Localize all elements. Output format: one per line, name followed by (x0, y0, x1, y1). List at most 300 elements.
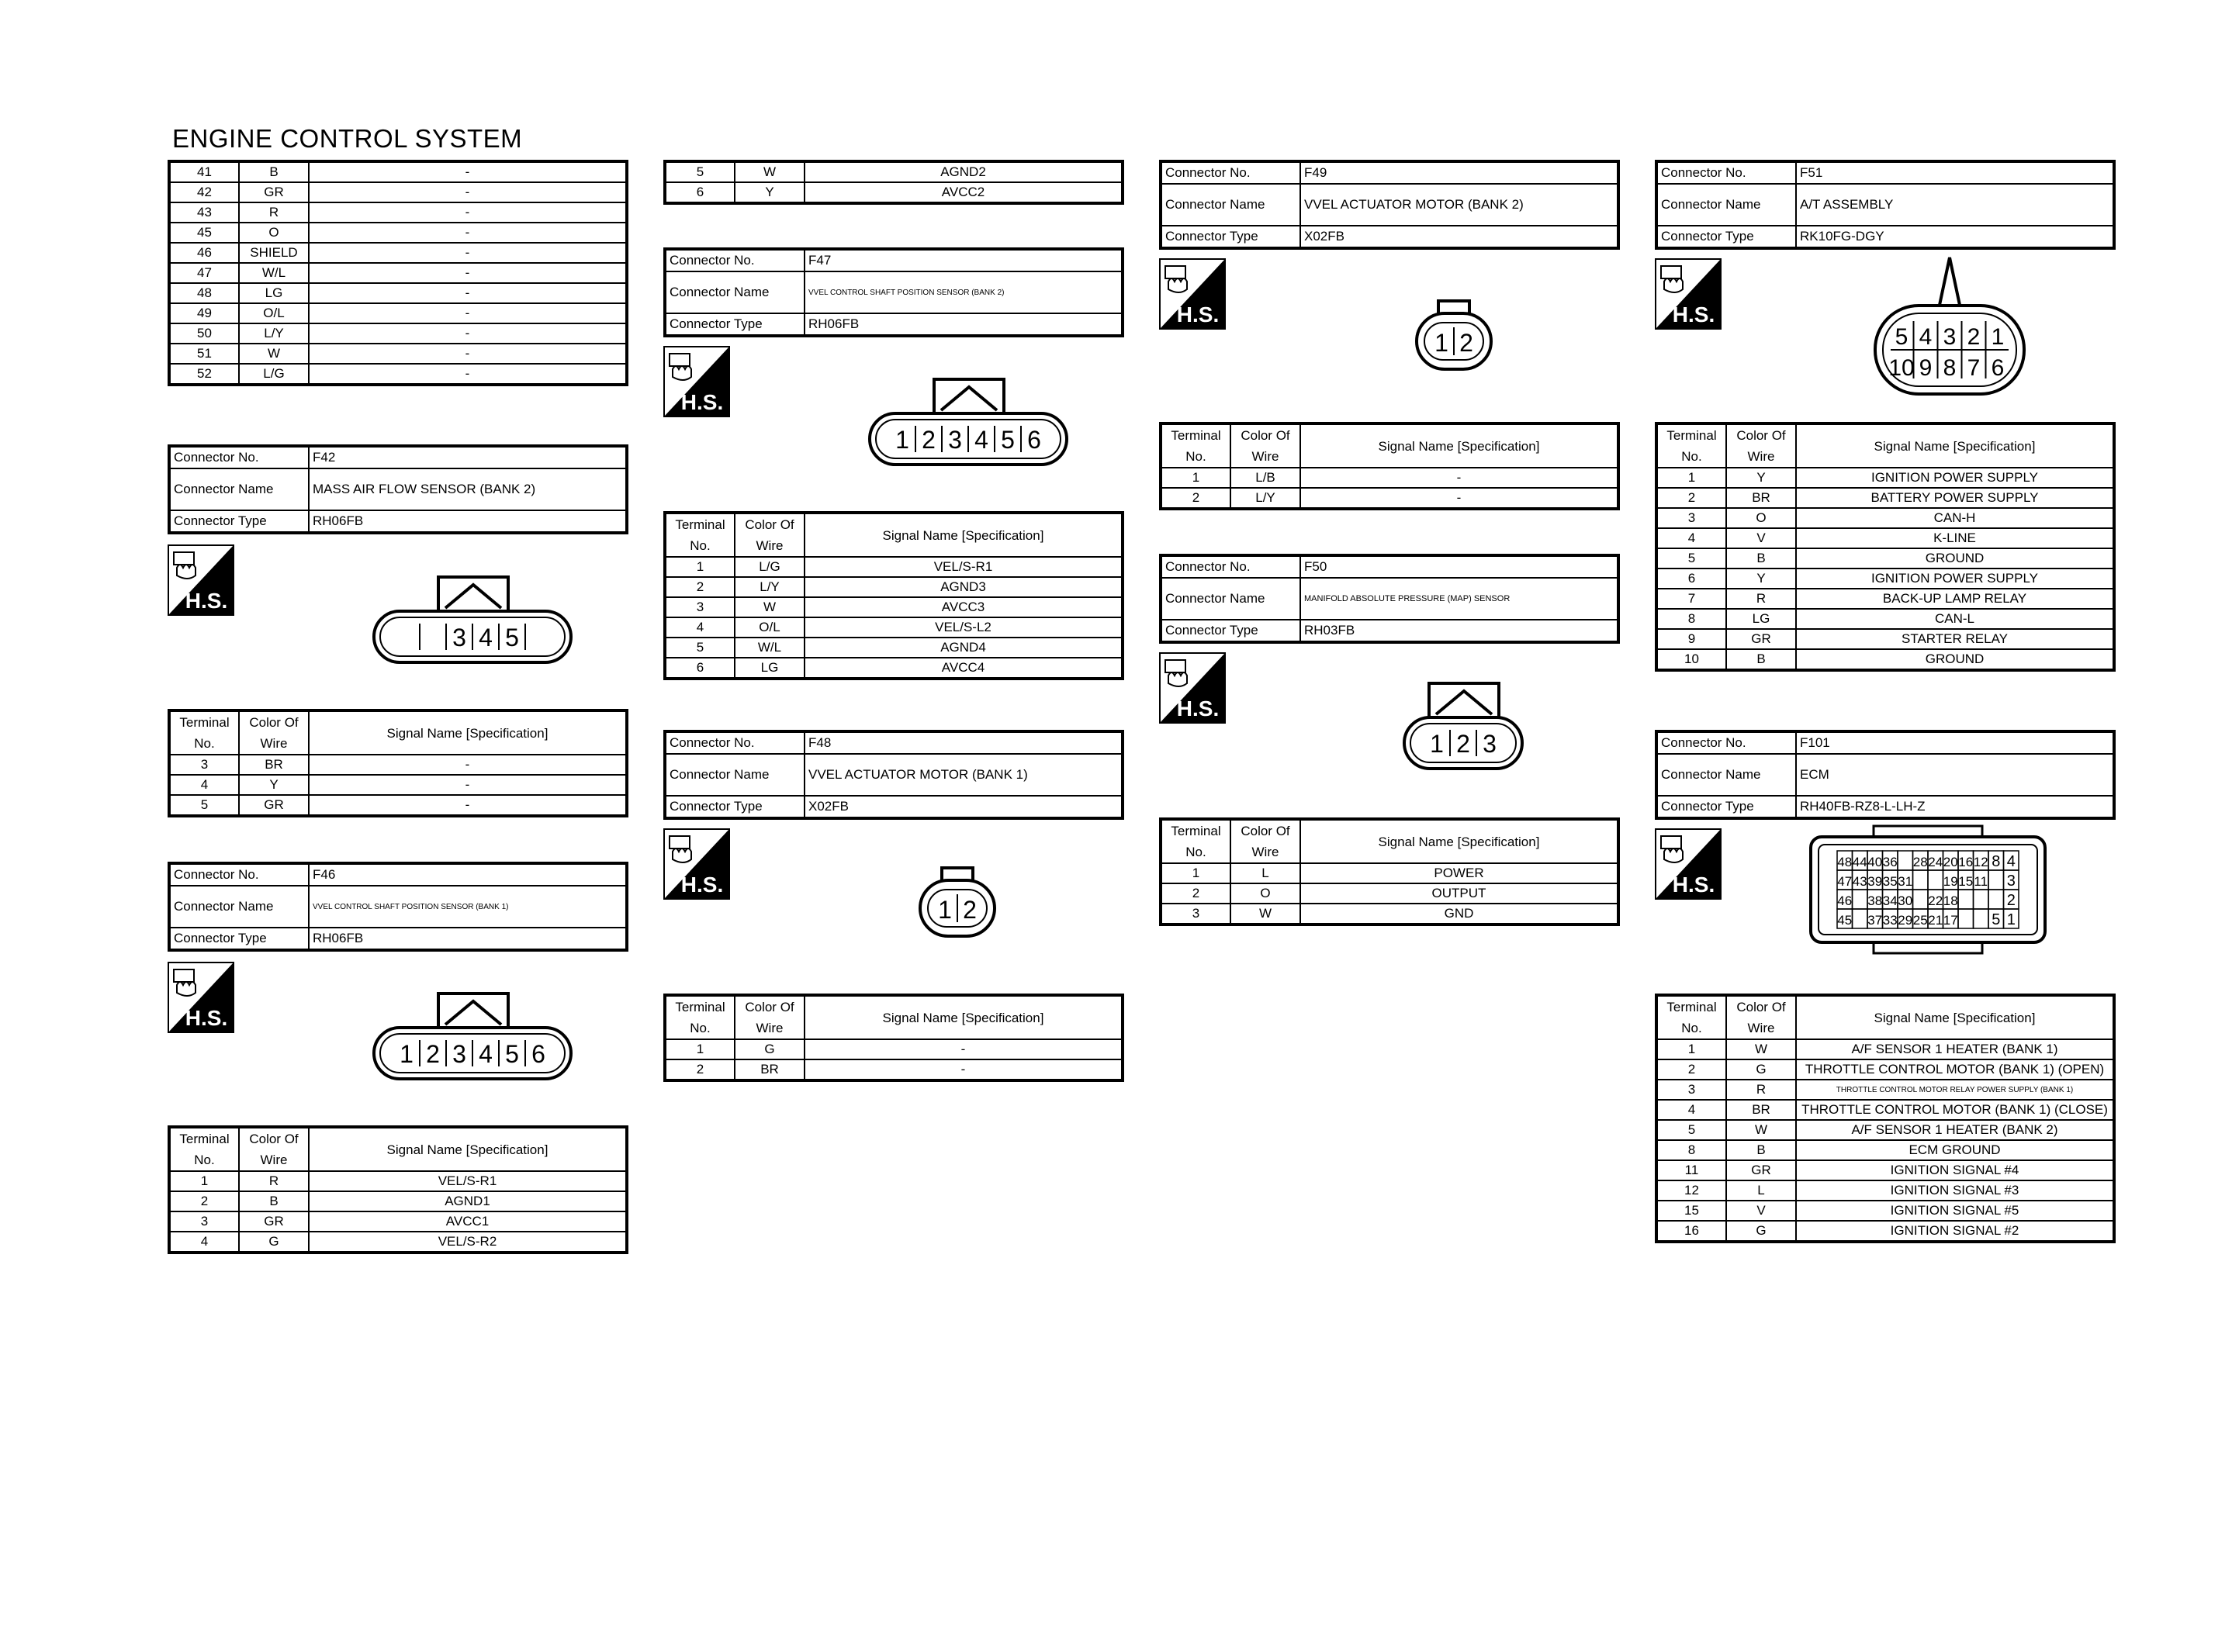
color-of-wire-header (239, 1127, 309, 1171)
wire-color-cell: V (1726, 1201, 1796, 1221)
header-line: Wire (756, 1021, 784, 1035)
connector-no-value: F47 (805, 249, 1123, 271)
signal-name-cell: GROUND (1796, 548, 2114, 569)
pin-number: 7 (1967, 355, 1981, 381)
header-line: Terminal (179, 1132, 230, 1146)
pin-number: 6 (1027, 426, 1041, 454)
terminal-no-cell: 2 (665, 1059, 735, 1080)
table-row (1656, 649, 2114, 670)
connector-type-value: RH40FB-RZ8-L-LH-Z (1796, 796, 2114, 818)
signal-name-header (309, 1127, 627, 1171)
signal-name-cell: A/F SENSOR 1 HEATER (BANK 1) (1796, 1039, 2114, 1059)
info-row (1161, 184, 1618, 226)
pin-number: 28 (1912, 855, 1928, 869)
signal-name-header (309, 710, 627, 755)
table-row (169, 202, 627, 223)
terminal-no-cell: 2 (1161, 883, 1230, 904)
header-label: Signal Name [Specification] (386, 725, 549, 741)
header-line: Terminal (179, 715, 230, 730)
info-row (169, 446, 627, 468)
signal-name-cell: - (309, 283, 627, 303)
terminal-no-cell: 5 (169, 795, 239, 816)
header-line: Wire (756, 538, 784, 553)
wire-color-cell: SHIELD (239, 243, 309, 263)
signal-name-cell: K-LINE (1796, 528, 2114, 548)
info-row (1161, 226, 1618, 248)
signal-name-cell: AGND4 (805, 638, 1123, 658)
terminal-no-cell: 47 (169, 263, 239, 283)
connector-name-value: MANIFOLD ABSOLUTE PRESSURE (MAP) SENSOR (1300, 578, 1618, 620)
table-header-row (169, 710, 627, 755)
wire-color-cell: L/G (239, 364, 309, 385)
hs-badge-label: H.S. (680, 390, 724, 414)
wire-color-cell: LG (735, 658, 805, 679)
header-line: Color Of (249, 715, 299, 730)
info-row (1161, 161, 1618, 184)
header-line: Terminal (1171, 824, 1221, 838)
wire-color-cell: Y (1726, 569, 1796, 589)
header-line: Wire (1251, 449, 1279, 464)
connector-no-label: Connector No. (169, 446, 309, 468)
signal-name-cell: GND (1300, 904, 1618, 924)
pin-number: 4 (2006, 853, 2016, 870)
pin-number: 12 (1973, 855, 1988, 869)
f49-info-table (1159, 160, 1617, 250)
signal-name-cell: AGND3 (805, 577, 1123, 597)
connector-no-label: Connector No. (169, 863, 309, 886)
signal-name-cell: IGNITION SIGNAL #3 (1796, 1180, 2114, 1201)
connector-no-value: F46 (309, 863, 627, 886)
connector-type-value: RH06FB (309, 928, 627, 950)
signal-name-cell: - (309, 323, 627, 344)
table-row (1656, 629, 2114, 649)
wire-color-cell: W (1726, 1120, 1796, 1140)
terminal-no-cell: 1 (169, 1171, 239, 1191)
wire-color-cell: G (1726, 1221, 1796, 1242)
terminal-no-cell: 52 (169, 364, 239, 385)
connector-no-label: Connector No. (1161, 555, 1300, 578)
info-row (665, 313, 1123, 336)
color-of-wire-header (1726, 995, 1796, 1039)
connector-type-label: Connector Type (169, 510, 309, 533)
table-row (1656, 508, 2114, 528)
terminal-no-header (1161, 423, 1230, 468)
signal-name-header (805, 513, 1123, 557)
f42-info-table (168, 444, 625, 534)
hand-search-icon (168, 962, 234, 1033)
connector-type-value: RH06FB (309, 510, 627, 533)
pin-number: 4 (1919, 324, 1933, 350)
pin-number: 18 (1943, 893, 1958, 908)
terminal-no-cell: 42 (169, 182, 239, 202)
header-label: Signal Name [Specification] (1378, 834, 1540, 849)
table-row (169, 303, 627, 323)
page-title: ENGINE CONTROL SYSTEM (172, 124, 523, 153)
pin-number: 17 (1943, 913, 1958, 928)
hs-badge-label: H.S. (185, 1006, 228, 1030)
table-row (1656, 569, 2114, 589)
connector-type-value: RH03FB (1300, 620, 1618, 642)
terminal-no-cell: 4 (1656, 528, 1726, 548)
pin-number: 33 (1882, 913, 1898, 928)
terminal-no-cell: 43 (169, 202, 239, 223)
header-line: No. (690, 1021, 711, 1035)
pin-number: 19 (1943, 874, 1958, 889)
header-line: Wire (1747, 449, 1775, 464)
info-row (169, 468, 627, 510)
pin-number: 24 (1928, 855, 1943, 869)
pin-number: 2 (1456, 730, 1470, 758)
f101-info-table (1655, 730, 2113, 820)
f51-connector-face (1872, 254, 2027, 403)
wire-color-cell: LG (239, 283, 309, 303)
wire-color-cell: W (1726, 1039, 1796, 1059)
terminal-no-cell: 2 (1656, 1059, 1726, 1080)
terminal-no-cell: 10 (1656, 649, 1726, 670)
connector-no-value: F48 (805, 731, 1123, 754)
connector-name-value: MASS AIR FLOW SENSOR (BANK 2) (309, 468, 627, 510)
pin-number: 38 (1867, 893, 1883, 908)
table-row (169, 1171, 627, 1191)
info-row (169, 928, 627, 950)
header-line: No. (690, 538, 711, 553)
table-row (1656, 488, 2114, 508)
wire-color-cell: B (239, 161, 309, 182)
connector-type-label: Connector Type (1161, 620, 1300, 642)
wire-color-cell: O/L (239, 303, 309, 323)
info-row (1161, 555, 1618, 578)
wire-color-cell: V (1726, 528, 1796, 548)
terminal-no-cell: 45 (169, 223, 239, 243)
header-line: Color Of (745, 1000, 794, 1014)
signal-name-cell: OUTPUT (1300, 883, 1618, 904)
connector-type-value: RK10FG-DGY (1796, 226, 2114, 248)
info-row (665, 249, 1123, 271)
wire-color-cell: BR (735, 1059, 805, 1080)
signal-name-cell: IGNITION SIGNAL #4 (1796, 1160, 2114, 1180)
wire-color-cell: BR (1726, 1100, 1796, 1120)
header-label: Signal Name [Specification] (386, 1142, 549, 1157)
terminal-no-header (1656, 995, 1726, 1039)
signal-name-cell: THROTTLE CONTROL MOTOR (BANK 1) (OPEN) (1796, 1059, 2114, 1080)
pin-number: 40 (1867, 855, 1883, 869)
connector-type-label: Connector Type (1656, 796, 1796, 818)
wire-color-cell: O (239, 223, 309, 243)
info-row (169, 886, 627, 928)
terminal-no-cell: 3 (169, 1211, 239, 1232)
f101-connector-face (1805, 824, 2051, 959)
hand-search-icon (663, 828, 730, 900)
color-of-wire-header (735, 513, 805, 557)
connector-no-label: Connector No. (1161, 161, 1300, 184)
connector-no-value: F42 (309, 446, 627, 468)
signal-name-header (1300, 423, 1618, 468)
table-row (665, 597, 1123, 617)
wire-color-cell: B (239, 1191, 309, 1211)
signal-name-cell: - (309, 182, 627, 202)
pin-number: 39 (1867, 874, 1883, 889)
terminal-no-cell: 2 (665, 577, 735, 597)
wire-color-cell: O (1230, 883, 1300, 904)
hs-badge-label: H.S. (1176, 696, 1220, 721)
signal-name-header (1796, 995, 2114, 1039)
header-line: No. (194, 736, 215, 751)
pin-number: 1 (1991, 324, 2005, 350)
terminal-no-cell: 5 (665, 161, 735, 182)
f101-wire-table (1655, 994, 2113, 1243)
table-row (665, 658, 1123, 679)
terminal-no-cell: 1 (665, 1039, 735, 1059)
pin-number: 25 (1912, 913, 1928, 928)
table-header-row (169, 1127, 627, 1171)
table-row (1656, 1100, 2114, 1120)
terminal-no-cell: 1 (1161, 863, 1230, 883)
signal-name-cell: VEL/S-R2 (309, 1232, 627, 1253)
header-line: Terminal (1666, 1000, 1717, 1014)
table-row (665, 617, 1123, 638)
pin-number: 4 (479, 624, 493, 651)
wire-color-cell: R (1726, 589, 1796, 609)
pin-number: 43 (1852, 874, 1867, 889)
connector-name-label: Connector Name (169, 886, 309, 928)
signal-name-cell: THROTTLE CONTROL MOTOR (BANK 1) (CLOSE) (1796, 1100, 2114, 1120)
info-row (1656, 184, 2114, 226)
pin-number: 3 (452, 1040, 466, 1068)
connector-type-label: Connector Type (1656, 226, 1796, 248)
signal-name-cell: VEL/S-R1 (309, 1171, 627, 1191)
color-of-wire-header (1230, 819, 1300, 863)
wire-color-cell: R (239, 1171, 309, 1191)
f49-connector-face (1414, 298, 1494, 376)
wire-color-cell: G (1726, 1059, 1796, 1080)
signal-name-cell: CAN-L (1796, 609, 2114, 629)
wire-color-cell: L/B (1230, 468, 1300, 488)
table-row (169, 223, 627, 243)
header-line: Wire (260, 1153, 288, 1167)
f50-wire-table (1159, 817, 1617, 926)
signal-name-cell: AVCC4 (805, 658, 1123, 679)
terminal-no-cell: 46 (169, 243, 239, 263)
header-line: Terminal (675, 517, 725, 532)
table-row (665, 638, 1123, 658)
terminal-no-cell: 8 (1656, 609, 1726, 629)
header-line: Color Of (1736, 1000, 1786, 1014)
hs-badge-label: H.S. (1672, 302, 1715, 327)
pin-number: 1 (400, 1040, 414, 1068)
table-row (169, 755, 627, 775)
pin-number: 48 (1837, 855, 1853, 869)
header-line: No. (1185, 845, 1206, 859)
table-row (1656, 1080, 2114, 1100)
signal-name-cell: - (309, 364, 627, 385)
header-label: Signal Name [Specification] (882, 1010, 1044, 1025)
table-row (169, 795, 627, 816)
pin-number: 45 (1837, 913, 1853, 928)
table-row (1656, 528, 2114, 548)
connector-name-value: VVEL ACTUATOR MOTOR (BANK 1) (805, 754, 1123, 796)
terminal-no-cell: 5 (665, 638, 735, 658)
f50-connector-face (1401, 680, 1527, 777)
terminal-no-header (1656, 423, 1726, 468)
header-line: Wire (1747, 1021, 1775, 1035)
color-of-wire-header (239, 710, 309, 755)
pin-number: 22 (1928, 893, 1943, 908)
connector-type-label: Connector Type (665, 313, 805, 336)
table-header-row (1161, 423, 1618, 468)
signal-name-cell: BACK-UP LAMP RELAY (1796, 589, 2114, 609)
header-line: Terminal (1171, 428, 1221, 443)
terminal-no-header (169, 710, 239, 755)
wire-color-cell: O (1726, 508, 1796, 528)
table-row (665, 1039, 1123, 1059)
terminal-no-cell: 4 (1656, 1100, 1726, 1120)
signal-name-cell: IGNITION SIGNAL #5 (1796, 1201, 2114, 1221)
signal-name-cell: AVCC2 (805, 182, 1123, 203)
info-row (1656, 731, 2114, 754)
signal-name-cell: - (309, 202, 627, 223)
table-row (665, 557, 1123, 577)
terminal-no-cell: 2 (1656, 488, 1726, 508)
pin-number: 16 (1958, 855, 1974, 869)
table-row (1161, 883, 1618, 904)
f42-connector-face (371, 574, 576, 671)
info-row (1656, 754, 2114, 796)
pin-number: 47 (1837, 874, 1853, 889)
pin-number: 2 (1459, 329, 1473, 357)
pin-number: 21 (1928, 913, 1943, 928)
wire-color-cell: R (239, 202, 309, 223)
wire-color-cell: GR (1726, 1160, 1796, 1180)
signal-name-cell: - (309, 755, 627, 775)
terminal-no-cell: 1 (1161, 468, 1230, 488)
header-line: Color Of (1736, 428, 1786, 443)
wire-color-cell: Y (239, 775, 309, 795)
pin-number: 4 (974, 426, 988, 454)
wire-color-cell: GR (1726, 629, 1796, 649)
connector-type-label: Connector Type (169, 928, 309, 950)
terminal-no-cell: 6 (1656, 569, 1726, 589)
hs-badge-label: H.S. (185, 589, 228, 613)
pin-number: 2 (426, 1040, 440, 1068)
hand-search-icon (1655, 258, 1722, 330)
terminal-no-cell: 11 (1656, 1160, 1726, 1180)
terminal-no-cell: 2 (1161, 488, 1230, 509)
wire-color-cell: L (1230, 863, 1300, 883)
f49-wire-table (1159, 422, 1617, 510)
color-of-wire-header (735, 995, 805, 1039)
wire-color-cell: O/L (735, 617, 805, 638)
terminal-no-cell: 3 (1656, 1080, 1726, 1100)
info-row (1656, 161, 2114, 184)
signal-name-cell: AVCC1 (309, 1211, 627, 1232)
terminal-no-cell: 4 (169, 775, 239, 795)
table-row (169, 243, 627, 263)
terminal-no-cell: 3 (1656, 508, 1726, 528)
header-label: Signal Name [Specification] (1378, 438, 1540, 454)
table-row (1656, 589, 2114, 609)
signal-name-cell: ECM GROUND (1796, 1140, 2114, 1160)
connector-type-value: X02FB (1300, 226, 1618, 248)
connector-name-label: Connector Name (1656, 754, 1796, 796)
table-row (169, 364, 627, 385)
signal-name-cell: AVCC3 (805, 597, 1123, 617)
table-row (665, 161, 1123, 182)
pin-number: 3 (2006, 873, 2016, 890)
pin-number: 20 (1943, 855, 1958, 869)
signal-name-cell: - (309, 303, 627, 323)
signal-name-cell: AGND1 (309, 1191, 627, 1211)
table-header-row (1161, 819, 1618, 863)
header-line: Terminal (1666, 428, 1717, 443)
terminal-no-cell: 4 (665, 617, 735, 638)
signal-name-cell: - (805, 1059, 1123, 1080)
connector-type-label: Connector Type (665, 796, 805, 818)
pin-number: 1 (1434, 329, 1448, 357)
table-row (169, 775, 627, 795)
signal-name-cell: CAN-H (1796, 508, 2114, 528)
pin-number: 37 (1867, 913, 1883, 928)
f48-connector-face (917, 865, 998, 943)
table-row (1161, 863, 1618, 883)
terminal-no-cell: 5 (1656, 1120, 1726, 1140)
terminal-no-cell: 3 (169, 755, 239, 775)
table-header-row (1656, 995, 2114, 1039)
connector-name-value: VVEL CONTROL SHAFT POSITION SENSOR (BANK 2) (805, 271, 1123, 313)
connector-name-label: Connector Name (1161, 578, 1300, 620)
pin-number: 3 (452, 624, 466, 651)
pin-number: 11 (1974, 874, 1988, 889)
pin-number: 1 (938, 896, 952, 924)
connector-name-value: VVEL ACTUATOR MOTOR (BANK 2) (1300, 184, 1618, 226)
header-line: Color Of (1241, 824, 1290, 838)
wire-color-cell: B (1726, 1140, 1796, 1160)
pin-number: 6 (531, 1040, 545, 1068)
wire-table-continuation-2 (663, 160, 1121, 205)
connector-type-value: RH06FB (805, 313, 1123, 336)
wire-color-cell: L/G (735, 557, 805, 577)
connector-no-value: F49 (1300, 161, 1618, 184)
pin-number: 36 (1882, 855, 1898, 869)
pin-number: 5 (1895, 324, 1909, 350)
signal-name-cell: - (309, 344, 627, 364)
info-row (665, 271, 1123, 313)
table-row (169, 323, 627, 344)
connector-name-label: Connector Name (665, 754, 805, 796)
pin-number: 5 (505, 1040, 519, 1068)
connector-type-value: X02FB (805, 796, 1123, 818)
header-label: Signal Name [Specification] (882, 527, 1044, 543)
f47-info-table (663, 247, 1121, 337)
header-line: Wire (1251, 845, 1279, 859)
wire-color-cell: W/L (735, 638, 805, 658)
table-row (1656, 1180, 2114, 1201)
pin-number: 4 (479, 1040, 493, 1068)
table-row (169, 161, 627, 182)
table-row (665, 182, 1123, 203)
pin-number: 31 (1898, 874, 1913, 889)
signal-name-header (1796, 423, 2114, 468)
table-row (1656, 1221, 2114, 1242)
info-row (169, 510, 627, 533)
connector-name-label: Connector Name (665, 271, 805, 313)
hand-search-icon (1159, 652, 1226, 724)
table-row (169, 1191, 627, 1211)
pin-number: 30 (1898, 893, 1913, 908)
hs-badge-label: H.S. (680, 873, 724, 897)
hand-search-icon (1655, 828, 1722, 900)
signal-name-cell: VEL/S-L2 (805, 617, 1123, 638)
signal-name-cell: - (309, 775, 627, 795)
